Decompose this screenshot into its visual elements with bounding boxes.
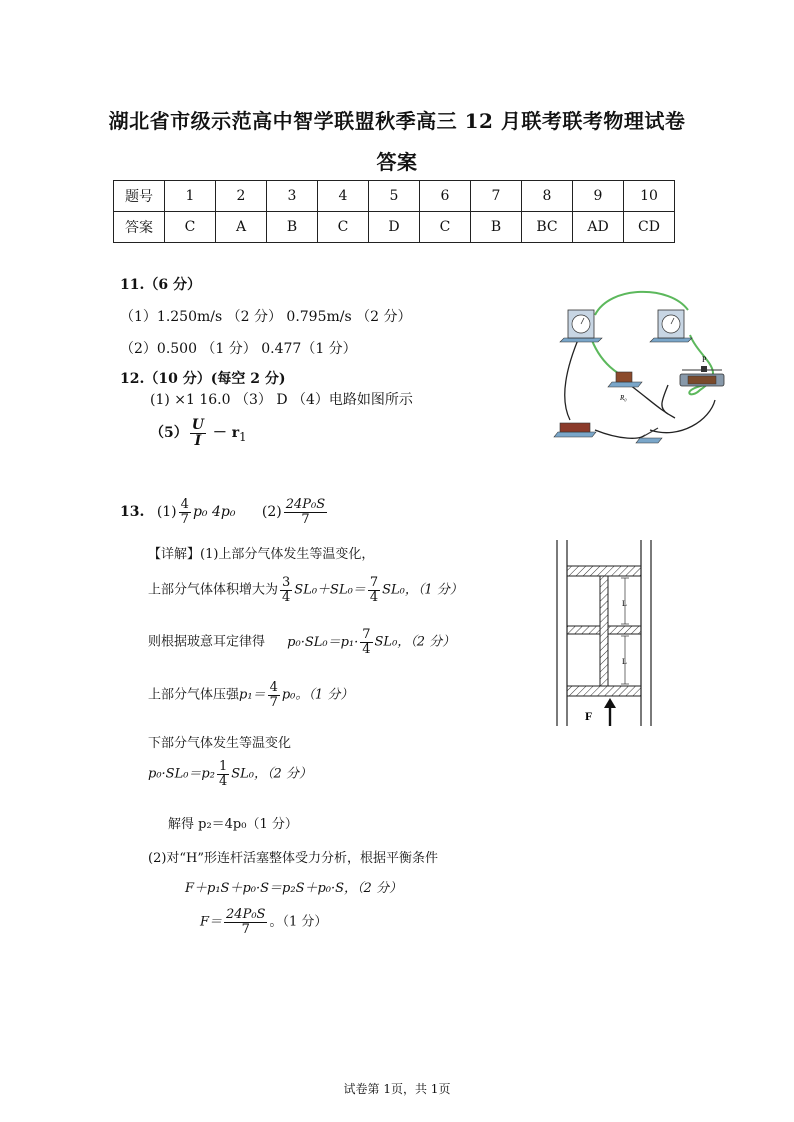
table-header-label: 题号 <box>114 181 165 212</box>
resistor-icon <box>608 372 642 387</box>
q11-line2: （2）0.500 （1 分） 0.477（1 分） <box>120 341 357 357</box>
q13-heading-line: 13. (1) $\frac{4}{7}$ p₀ 4p₀ (2) $\frac{\text{24P₀S}}{7}$ <box>120 497 326 527</box>
table-cell: 9 <box>573 181 624 212</box>
table-answer-label: 答案 <box>114 212 165 243</box>
q13-boyle-line: 则根据玻意耳定律得 p₀·SL₀＝p₁· $\frac{7}{4}$ SL₀，（2 分） <box>148 627 456 657</box>
table-cell: B <box>471 212 522 243</box>
black-wire <box>662 385 668 414</box>
q12-line2: （5） $\frac{U}{I}$ － $r_1$ <box>150 417 247 449</box>
ammeter-icon <box>650 310 692 342</box>
q11-line1: （1）1.250m/s （2 分） 0.795m/s （2 分） <box>120 309 412 325</box>
table-row-answers <box>114 212 675 243</box>
resistor-label: R₀ <box>620 394 627 402</box>
page-footer: 试卷第 1页，共 1页 <box>343 1082 451 1096</box>
q13-lower-text: 下部分气体发生等温变化 <box>148 736 292 751</box>
q13-lower-eq: p₀·SL₀＝p₂ $\frac{1}{4}$ SL₀，（2 分） <box>148 759 312 789</box>
table-cell: 5 <box>369 181 420 212</box>
answer-subtitle: 答案 <box>376 150 418 174</box>
black-wire <box>595 430 645 438</box>
switch-icon <box>636 428 662 443</box>
answer-table <box>113 180 675 243</box>
table-cell: 10 <box>624 181 675 212</box>
slider-label: P <box>702 355 707 364</box>
table-cell: A <box>216 212 267 243</box>
table-cell: D <box>369 212 420 243</box>
q12-heading: 12.（10 分）(每空 2 分) <box>120 371 286 387</box>
table-row-numbers <box>114 181 675 212</box>
table-cell: CD <box>624 212 675 243</box>
table-cell: 2 <box>216 181 267 212</box>
table-cell: 6 <box>420 181 471 212</box>
q13-part2-text: (2)对“H”形连杆活塞整体受力分析，根据平衡条件 <box>148 851 439 866</box>
table-cell: 4 <box>318 181 369 212</box>
table-cell: C <box>318 212 369 243</box>
q11-heading: 11.（6 分） <box>120 277 201 293</box>
table-cell: B <box>267 212 318 243</box>
table-cell: AD <box>573 212 624 243</box>
table-cell: 8 <box>522 181 573 212</box>
black-wire <box>565 335 580 420</box>
table-cell: C <box>165 212 216 243</box>
table-cell: C <box>420 212 471 243</box>
q13-p1-line: 上部分气体压强p₁＝ $\frac{4}{7}$ p₀。（1 分） <box>148 680 354 710</box>
rheostat-icon <box>680 366 724 386</box>
length-label-lower: L <box>622 657 627 666</box>
q13-f-eq: F＝ $\frac{\text{24P₀S}}{7}$ 。（1 分） <box>200 907 328 937</box>
circuit-figure <box>550 290 728 450</box>
table-cell: BC <box>522 212 573 243</box>
q13-detail-heading: 【详解】(1)上部分气体发生等温变化， <box>148 547 375 562</box>
black-wire <box>650 400 715 433</box>
q13-solve-p2: 解得 p₂＝4p₀（1 分） <box>168 817 298 832</box>
table-cell: 3 <box>267 181 318 212</box>
table-cell: 7 <box>471 181 522 212</box>
battery-icon <box>554 423 596 437</box>
page-title: 湖北省市级示范高中智学联盟秋季高三 12 月联考联考物理试卷 <box>108 109 686 133</box>
black-wire <box>630 385 675 418</box>
table-cell: 1 <box>165 181 216 212</box>
arrow-up-icon <box>604 698 616 726</box>
piston-figure <box>555 540 665 726</box>
q13-volume-line: 上部分气体体积增大为 $\frac{3}{4}$ SL₀＋SL₀＝ $\frac{7}{4}$ SL₀，（1 分） <box>148 575 463 605</box>
q13-balance-eq: F＋p₁S＋p₀·S＝p₂S＋p₀·S，（2 分） <box>185 881 402 896</box>
q12-line1: (1) ×1 16.0 （3） D （4）电路如图所示 <box>150 392 413 408</box>
force-label: F <box>585 709 593 723</box>
length-label-upper: L <box>622 599 627 608</box>
